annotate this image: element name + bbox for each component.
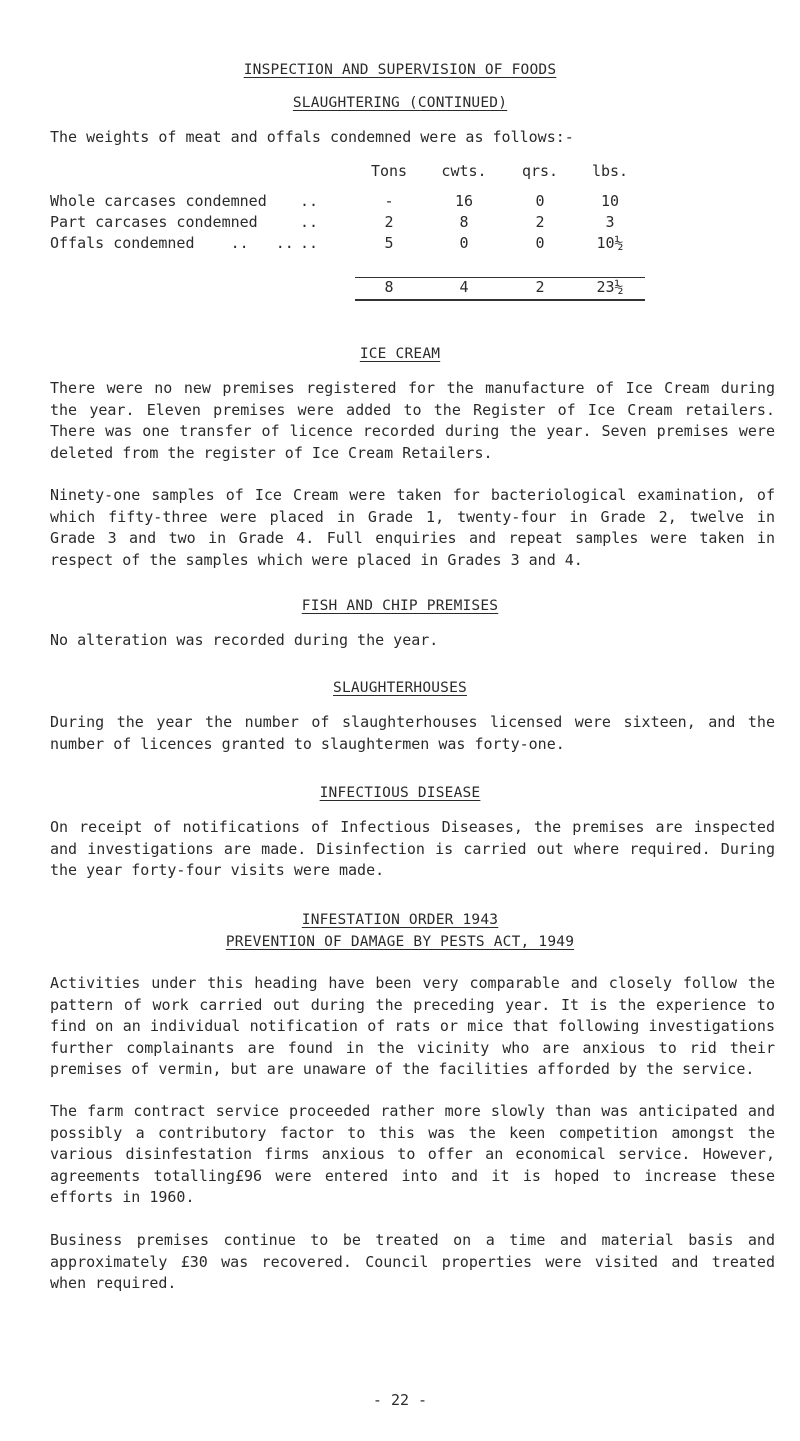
row-cwts: 8 (459, 213, 469, 231)
row-lbs: 10 (600, 192, 620, 210)
fish-chip-paragraph: No alteration was recorded during the year. (50, 631, 439, 649)
weights-row (50, 213, 645, 234)
page-number: - 22 - (372, 1391, 428, 1409)
row-lbs: 3 (605, 213, 615, 231)
header-cwts: cwts. (441, 162, 487, 180)
row-lbs: 10½ (596, 234, 624, 252)
ice-cream-paragraph-1: There were no new premises registered for the manufacture of Ice Cream during the year. Eleven premises were added to the Register of Ice Cream retailers. There was one transfer of licence recorded during the year. Seven premises were deleted from the register of Ice Cream Retailers. (50, 379, 775, 462)
row-label: Whole carcases condemned (50, 192, 267, 210)
weights-row (50, 234, 645, 255)
infestation-paragraph-2: The farm contract service proceeded rather more slowly than was anticipated and possibly a contributory factor to this was the keen competition amongst the various disinfestation firms anxious to offer an economical service. However, agreements totalling£96 were entered into and it is hoped to increase these efforts in 1960. (50, 1102, 775, 1206)
row-label: Part carcases condemned (50, 213, 258, 231)
heading-infestation-order: INFESTATION ORDER 1943 (301, 912, 499, 928)
total-qrs: 2 (505, 278, 575, 301)
row-dots: .. (300, 192, 319, 210)
weights-total-row (50, 278, 645, 301)
row-dots: .. (300, 234, 319, 252)
total-tons: 8 (355, 278, 423, 301)
total-lbs: 23½ (575, 278, 645, 301)
row-qrs: 2 (535, 213, 545, 231)
header-tons: Tons (370, 162, 408, 180)
row-label: Offals condemned .. .. (50, 234, 294, 252)
row-tons: 5 (384, 234, 394, 252)
row-dots: .. (300, 213, 319, 231)
weights-intro: The weights of meat and offals condemned were as follows:- (50, 128, 574, 146)
weights-header-row (50, 162, 645, 192)
infestation-paragraph-1: Activities under this heading have been very comparable and closely follow the pattern of work carried out during the preceding year. It is the experience to find on an individual notification of rats or mice that following investigations further complainants are found in the vicinity who are anxious to rid their premises of vermin, but are unaware of the facilities afforded by the service. (50, 974, 775, 1078)
row-cwts: 16 (454, 192, 474, 210)
row-cwts: 0 (459, 234, 469, 252)
header-qrs: qrs. (521, 162, 559, 180)
infestation-paragraph-3: Business premises continue to be treated on a time and material basis and approximately £30 was recovered. Council properties were visited and treated when required. (50, 1231, 775, 1292)
total-cwts: 4 (423, 278, 505, 301)
weights-row (50, 192, 645, 213)
heading-slaughterhouses: SLAUGHTERHOUSES (333, 680, 467, 696)
heading-ice-cream: ICE CREAM (359, 346, 441, 362)
row-qrs: 0 (535, 234, 545, 252)
row-qrs: 0 (535, 192, 545, 210)
heading-fish-chip: FISH AND CHIP PREMISES (301, 598, 499, 614)
section-subtitle: SLAUGHTERING (CONTINUED) (292, 95, 508, 111)
weights-table (50, 162, 645, 301)
row-tons: 2 (384, 213, 394, 231)
page-title: INSPECTION AND SUPERVISION OF FOODS (243, 62, 557, 78)
ice-cream-paragraph-2: Ninety-one samples of Ice Cream were taken for bacteriological examination, of which fifty-three were placed in Grade 1, twenty-four in Grade 2, twelve in Grade 3 and two in Grade 4. Full enquiries and repeat samples were taken in respect of the samples which were placed in Grades 3 and 4. (50, 486, 775, 569)
header-lbs: lbs. (591, 162, 629, 180)
row-tons: - (384, 192, 394, 210)
heading-infectious-disease: INFECTIOUS DISEASE (319, 785, 481, 801)
slaughterhouses-paragraph: During the year the number of slaughterhouses licensed were sixteen, and the number of licences granted to slaughtermen was forty-one. (50, 713, 775, 753)
heading-prevention-act: PREVENTION OF DAMAGE BY PESTS ACT, 1949 (225, 934, 575, 950)
infectious-paragraph: On receipt of notifications of Infectious Diseases, the premises are inspected and investigations are made. Disinfection is carried out where required. During the year forty-four visits were made. (50, 818, 775, 879)
